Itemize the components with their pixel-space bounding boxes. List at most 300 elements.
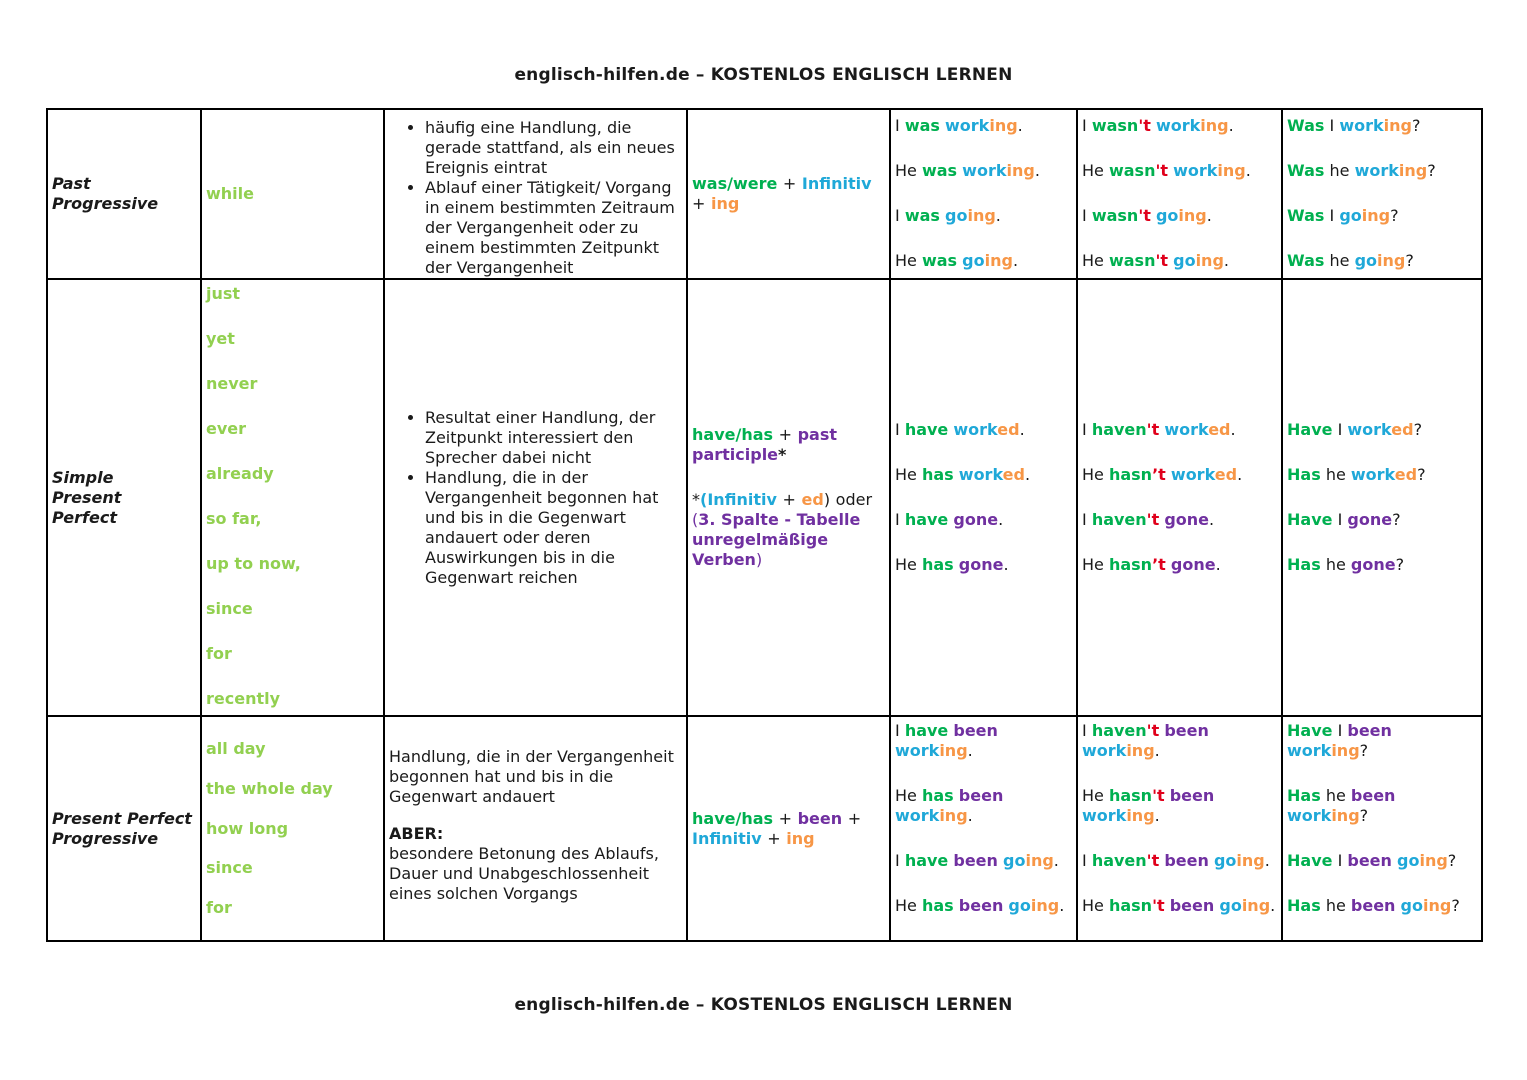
punct: ? <box>1390 206 1399 225</box>
example-sentence <box>1082 555 1277 575</box>
signal-words <box>201 279 384 716</box>
form-cell <box>687 279 890 716</box>
auxiliary: has <box>921 896 954 915</box>
been: been <box>953 721 998 740</box>
negation: 't <box>1155 161 1169 180</box>
suffix: ing <box>1241 896 1271 915</box>
suffix: ed <box>1214 465 1238 484</box>
verb: work <box>1354 161 1399 180</box>
example-sentence <box>1287 116 1477 161</box>
punct: ? <box>1447 851 1457 870</box>
example-sentence <box>895 251 1072 271</box>
question-cell <box>1282 279 1482 716</box>
punct: . <box>1209 510 1215 529</box>
auxiliary: was <box>921 161 958 180</box>
example-sentence <box>1082 465 1277 510</box>
tense-line: Present <box>52 487 122 507</box>
auxiliary: Has <box>1287 555 1321 574</box>
subject: I <box>895 116 900 135</box>
negative-cell <box>1077 109 1282 279</box>
negation: 't <box>1146 851 1160 870</box>
note-star: * <box>692 490 700 509</box>
subject: he <box>1325 555 1346 574</box>
example-sentence <box>1082 786 1277 851</box>
punct: . <box>1223 251 1229 270</box>
auxiliary: have <box>904 851 949 870</box>
affirmative-cell <box>890 716 1077 941</box>
punct: . <box>1270 896 1276 915</box>
negation: ’t <box>1152 555 1166 574</box>
negation: 't <box>1146 510 1160 529</box>
example-sentence <box>895 896 1072 916</box>
verb: go <box>1400 896 1423 915</box>
suffix: ing <box>1126 741 1155 760</box>
punct: ? <box>1417 465 1426 484</box>
verb: work <box>958 465 1003 484</box>
been: been <box>953 851 998 870</box>
auxiliary: Was <box>1287 161 1325 180</box>
verb: gone <box>953 510 999 529</box>
negative-cell <box>1077 279 1282 716</box>
form-suffix: ing <box>786 828 815 848</box>
tense-line: Progressive <box>52 828 159 848</box>
example-sentence <box>1082 896 1277 916</box>
negation: 't <box>1138 116 1151 135</box>
auxiliary: hasn <box>1108 465 1153 484</box>
suffix: ing <box>1195 251 1224 270</box>
suffix: ing <box>1030 896 1060 915</box>
example-sentence <box>895 420 1072 465</box>
signal-word: for <box>206 644 232 663</box>
auxiliary: haven <box>1091 851 1147 870</box>
subject: I <box>1337 851 1343 870</box>
signal-word: since <box>206 599 253 618</box>
verb: work <box>953 420 998 439</box>
punct: . <box>1237 465 1243 484</box>
subject: I <box>1082 851 1087 870</box>
punct: . <box>1230 420 1236 439</box>
suffix: ing <box>1331 806 1360 825</box>
usage-paragraph: besondere Betonung des Ablaufs, Dauer und Unabgeschlossenheit eines solchen Vorgangs <box>389 844 659 903</box>
verb: work <box>1155 116 1201 135</box>
subject: I <box>1337 420 1343 439</box>
form-formula <box>692 425 885 465</box>
usage-item: • häufig eine Handlung, die gerade stattfand, als ein neues Ereignis eintrat <box>425 118 682 178</box>
verb: go <box>1219 896 1242 915</box>
signal-word: so far, <box>206 509 262 528</box>
signal-word: already <box>206 464 274 483</box>
punct: . <box>967 806 973 825</box>
note-irregular-verbs: 3. Spalte - Tabelle unregelmäßige Verben <box>692 510 861 569</box>
question-cell <box>1282 109 1482 279</box>
usage-item: • Resultat einer Handlung, der Zeitpunkt interessiert den Sprecher dabei nicht <box>425 408 682 468</box>
auxiliary: hasn <box>1108 896 1153 915</box>
suffix: ing <box>1422 896 1452 915</box>
verb: work <box>895 806 940 825</box>
subject: I <box>895 420 900 439</box>
negation: 't <box>1138 206 1151 225</box>
punct: ? <box>1359 806 1369 825</box>
signal-word: all day <box>206 739 266 758</box>
punct: . <box>1059 896 1065 915</box>
form-aux: was/were <box>692 174 778 193</box>
suffix: ing <box>1006 161 1035 180</box>
negation: 't <box>1146 721 1160 740</box>
auxiliary: Have <box>1287 721 1333 740</box>
been: been <box>1347 851 1392 870</box>
subject: I <box>1329 116 1335 135</box>
verb: go <box>1339 206 1362 225</box>
verb: work <box>1170 465 1215 484</box>
suffix: ing <box>1377 251 1406 270</box>
punct: ? <box>1395 555 1405 574</box>
auxiliary: haven <box>1091 510 1147 529</box>
form-aux: have/has <box>692 425 774 444</box>
form-plus: + <box>847 808 862 828</box>
verb: go <box>945 206 968 225</box>
suffix: ing <box>1361 206 1391 225</box>
verb: work <box>1287 806 1332 825</box>
auxiliary: wasn <box>1091 206 1139 225</box>
negation: ’t <box>1152 465 1166 484</box>
signal-words <box>201 716 384 941</box>
punct: ? <box>1413 420 1423 439</box>
subject: I <box>1082 510 1087 529</box>
suffix: ing <box>989 116 1018 135</box>
signal-word: yet <box>206 329 235 348</box>
punct: ? <box>1411 116 1421 135</box>
example-sentence <box>895 510 1072 555</box>
been: been <box>1350 786 1396 805</box>
subject: He <box>895 786 917 805</box>
been: been <box>1169 786 1215 805</box>
auxiliary: has <box>921 465 954 484</box>
form-plus: + <box>778 425 793 444</box>
note-paren: ( <box>700 490 708 509</box>
signal-word: up to now, <box>206 554 301 573</box>
usage-cell <box>384 716 687 941</box>
form-aux: have/has <box>692 808 774 828</box>
suffix: ing <box>1200 116 1229 135</box>
subject: he <box>1329 161 1350 180</box>
auxiliary: Has <box>1287 465 1321 484</box>
example-sentence <box>1287 786 1477 851</box>
example-sentence <box>1082 251 1277 271</box>
verb: gone <box>958 555 1004 574</box>
subject: I <box>895 510 900 529</box>
auxiliary: hasn <box>1108 786 1153 805</box>
subject: I <box>895 721 900 740</box>
note-ed: ed <box>801 490 824 509</box>
verb: go <box>1155 206 1179 225</box>
note-paren: ( <box>692 510 699 529</box>
suffix: ing <box>1126 806 1155 825</box>
auxiliary: wasn <box>1108 161 1156 180</box>
auxiliary: has <box>921 786 954 805</box>
signal-word: while <box>206 184 254 203</box>
auxiliary: was <box>904 206 940 225</box>
subject: He <box>1082 251 1104 270</box>
form-plus: + <box>767 828 781 848</box>
been: been <box>1164 721 1209 740</box>
suffix: ed <box>1391 420 1414 439</box>
punct: ? <box>1427 161 1436 180</box>
suffix: ing <box>967 206 996 225</box>
punct: . <box>1034 161 1040 180</box>
example-sentence <box>1287 851 1477 896</box>
question-cell <box>1282 716 1482 941</box>
verb: gone <box>1170 555 1216 574</box>
suffix: ing <box>1331 741 1360 760</box>
subject: He <box>1082 161 1104 180</box>
subject: I <box>1337 721 1343 740</box>
verb: gone <box>1350 555 1396 574</box>
verb: work <box>1082 741 1127 760</box>
subject: He <box>895 555 917 574</box>
been: been <box>1350 896 1396 915</box>
form-infinitive: Infinitiv <box>801 174 872 193</box>
verb: go <box>1003 851 1026 870</box>
signal-word: recently <box>206 689 281 708</box>
example-sentence <box>895 555 1072 575</box>
example-sentence <box>1287 555 1477 575</box>
tense-name <box>47 716 201 941</box>
negative-cell <box>1077 716 1282 941</box>
verb: work <box>895 741 940 760</box>
example-sentence <box>1082 206 1277 251</box>
suffix: ed <box>997 420 1020 439</box>
form-participle: past participle <box>692 425 838 464</box>
punct: . <box>1245 161 1251 180</box>
auxiliary: has <box>921 555 954 574</box>
example-sentence <box>1082 116 1277 161</box>
example-sentence <box>1082 420 1277 465</box>
auxiliary: Was <box>1287 251 1325 270</box>
punct: ? <box>1359 741 1369 760</box>
subject: I <box>1082 721 1087 740</box>
verb: work <box>1339 116 1384 135</box>
auxiliary: was <box>921 251 958 270</box>
example-sentence <box>1287 420 1477 465</box>
form-been: been <box>797 808 843 828</box>
tense-line: Progressive <box>52 194 159 213</box>
auxiliary: was <box>904 116 940 135</box>
tense-name <box>47 109 201 279</box>
verb: work <box>1082 806 1127 825</box>
verb: work <box>1164 420 1209 439</box>
been: been <box>1169 896 1215 915</box>
signal-words <box>201 109 384 279</box>
note-paren: ) <box>823 490 831 509</box>
punct: . <box>1154 741 1160 760</box>
form-plus: + <box>782 174 797 193</box>
auxiliary: haven <box>1091 420 1147 439</box>
note-plus: + <box>782 490 796 509</box>
subject: I <box>1337 510 1343 529</box>
verb: go <box>1354 251 1378 270</box>
subject: He <box>895 251 917 270</box>
example-sentence <box>1082 161 1277 206</box>
table-row-present-perfect-progressive <box>47 716 1482 941</box>
suffix: ing <box>984 251 1013 270</box>
punct: . <box>1003 555 1009 574</box>
negation: 't <box>1155 251 1169 270</box>
suffix: ing <box>1178 206 1207 225</box>
punct: . <box>1053 851 1059 870</box>
signal-word: ever <box>206 419 247 438</box>
verb: gone <box>1164 510 1209 529</box>
table-row-simple-present-perfect <box>47 279 1482 716</box>
subject: He <box>1082 786 1104 805</box>
punct: . <box>967 741 973 760</box>
example-sentence <box>1082 510 1277 555</box>
auxiliary: have <box>904 420 949 439</box>
tense-table <box>46 108 1483 942</box>
auxiliary: Have <box>1287 510 1333 529</box>
tense-line: Perfect <box>52 507 117 527</box>
been: been <box>1347 721 1392 740</box>
verb: go <box>1397 851 1420 870</box>
form-suffix: ing <box>710 194 740 213</box>
affirmative-cell <box>890 279 1077 716</box>
example-sentence <box>1287 721 1477 786</box>
suffix: ed <box>1208 420 1231 439</box>
negation: 't <box>1146 420 1160 439</box>
example-sentence <box>895 465 1072 510</box>
suffix: ing <box>939 741 968 760</box>
example-sentence <box>895 161 1072 206</box>
auxiliary: wasn <box>1091 116 1139 135</box>
auxiliary: Was <box>1287 206 1325 225</box>
subject: I <box>1082 420 1087 439</box>
usage-aber: ABER: <box>389 824 444 843</box>
auxiliary: Was <box>1287 116 1325 135</box>
suffix: ing <box>939 806 968 825</box>
page-header: englisch-hilfen.de – KOSTENLOS ENGLISCH LERNEN <box>514 65 1013 85</box>
signal-word: since <box>206 858 253 877</box>
example-sentence <box>895 116 1072 161</box>
verb: go <box>1173 251 1196 270</box>
form-infinitive: Infinitiv <box>692 828 762 848</box>
example-sentence <box>1287 161 1477 206</box>
affirmative-cell <box>890 109 1077 279</box>
example-sentence <box>895 786 1072 851</box>
tense-line: Present Perfect <box>52 808 192 828</box>
suffix: ing <box>1025 851 1054 870</box>
subject: He <box>1082 896 1104 915</box>
usage-cell <box>384 279 687 716</box>
verb: go <box>962 251 985 270</box>
suffix: ing <box>1419 851 1448 870</box>
subject: He <box>1082 465 1104 484</box>
form-star: * <box>778 445 787 464</box>
suffix: ing <box>1398 161 1428 180</box>
suffix: ed <box>1002 465 1025 484</box>
signal-word: just <box>206 284 241 303</box>
form-cell <box>687 109 890 279</box>
subject: he <box>1325 786 1346 805</box>
form-note <box>692 490 885 570</box>
verb: work <box>1173 161 1218 180</box>
auxiliary: hasn <box>1108 555 1153 574</box>
punct: . <box>1017 116 1023 135</box>
example-sentence <box>1287 510 1477 555</box>
auxiliary: Have <box>1287 851 1333 870</box>
subject: I <box>1082 116 1087 135</box>
auxiliary: Has <box>1287 896 1321 915</box>
note-infinitive: Infinitiv <box>707 490 777 509</box>
punct: ? <box>1392 510 1401 529</box>
verb: go <box>1008 896 1031 915</box>
auxiliary: Have <box>1287 420 1333 439</box>
punct: . <box>1228 116 1234 135</box>
signal-word: how long <box>206 819 289 838</box>
subject: He <box>895 896 917 915</box>
usage-item: • Handlung, die in der Vergangenheit begonnen hat und bis in die Gegenwart andauert oder deren Auswirkungen bis in die Gegenwart reichen <box>425 468 682 588</box>
suffix: ed <box>1394 465 1418 484</box>
punct: ? <box>1405 251 1414 270</box>
tense-line: Past <box>52 174 91 193</box>
punct: ? <box>1451 896 1460 915</box>
tense-line: Simple <box>52 467 114 487</box>
example-sentence <box>895 721 1072 786</box>
punct: . <box>1024 465 1031 484</box>
signal-word: the whole day <box>206 779 333 798</box>
example-sentence <box>1287 206 1477 251</box>
example-sentence <box>895 206 1072 251</box>
subject: I <box>1329 206 1335 225</box>
subject: He <box>1082 555 1104 574</box>
been: been <box>958 896 1004 915</box>
subject: he <box>1325 465 1346 484</box>
form-plus: + <box>778 808 793 828</box>
verb: go <box>1213 851 1237 870</box>
verb: work <box>1347 420 1392 439</box>
subject: He <box>895 465 917 484</box>
suffix: ing <box>1236 851 1265 870</box>
auxiliary: wasn <box>1108 251 1156 270</box>
example-sentence <box>1287 465 1477 510</box>
note-paren: ) <box>755 550 763 569</box>
example-sentence <box>1287 251 1477 271</box>
example-sentence <box>1082 851 1281 896</box>
form-plus: + <box>692 194 706 213</box>
usage-paragraph: Handlung, die in der Vergangenheit begonnen hat und bis in die Gegenwart andauert <box>389 747 674 806</box>
punct: . <box>998 510 1004 529</box>
punct: . <box>1215 555 1221 574</box>
subject: I <box>1082 206 1087 225</box>
usage-item: • Ablauf einer Tätigkeit/ Vorgang in einem bestimmten Zeitraum der Vergangenheit oder zu einem bestimmten Zeitpunkt der Vergangenheit <box>425 178 682 278</box>
verb: work <box>962 161 1007 180</box>
been: been <box>958 786 1004 805</box>
signal-word: for <box>206 898 232 917</box>
punct: . <box>995 206 1001 225</box>
punct: . <box>1012 251 1019 270</box>
suffix: ing <box>1217 161 1246 180</box>
punct: . <box>1154 806 1160 825</box>
subject: I <box>895 851 900 870</box>
verb: work <box>1287 741 1332 760</box>
verb: gone <box>1347 510 1393 529</box>
subject: He <box>895 161 917 180</box>
verb: work <box>945 116 990 135</box>
note-oder: oder <box>835 490 873 509</box>
been: been <box>1164 851 1209 870</box>
signal-word: never <box>206 374 258 393</box>
usage-list <box>389 118 682 278</box>
negation: 't <box>1152 896 1165 915</box>
auxiliary: Has <box>1287 786 1321 805</box>
